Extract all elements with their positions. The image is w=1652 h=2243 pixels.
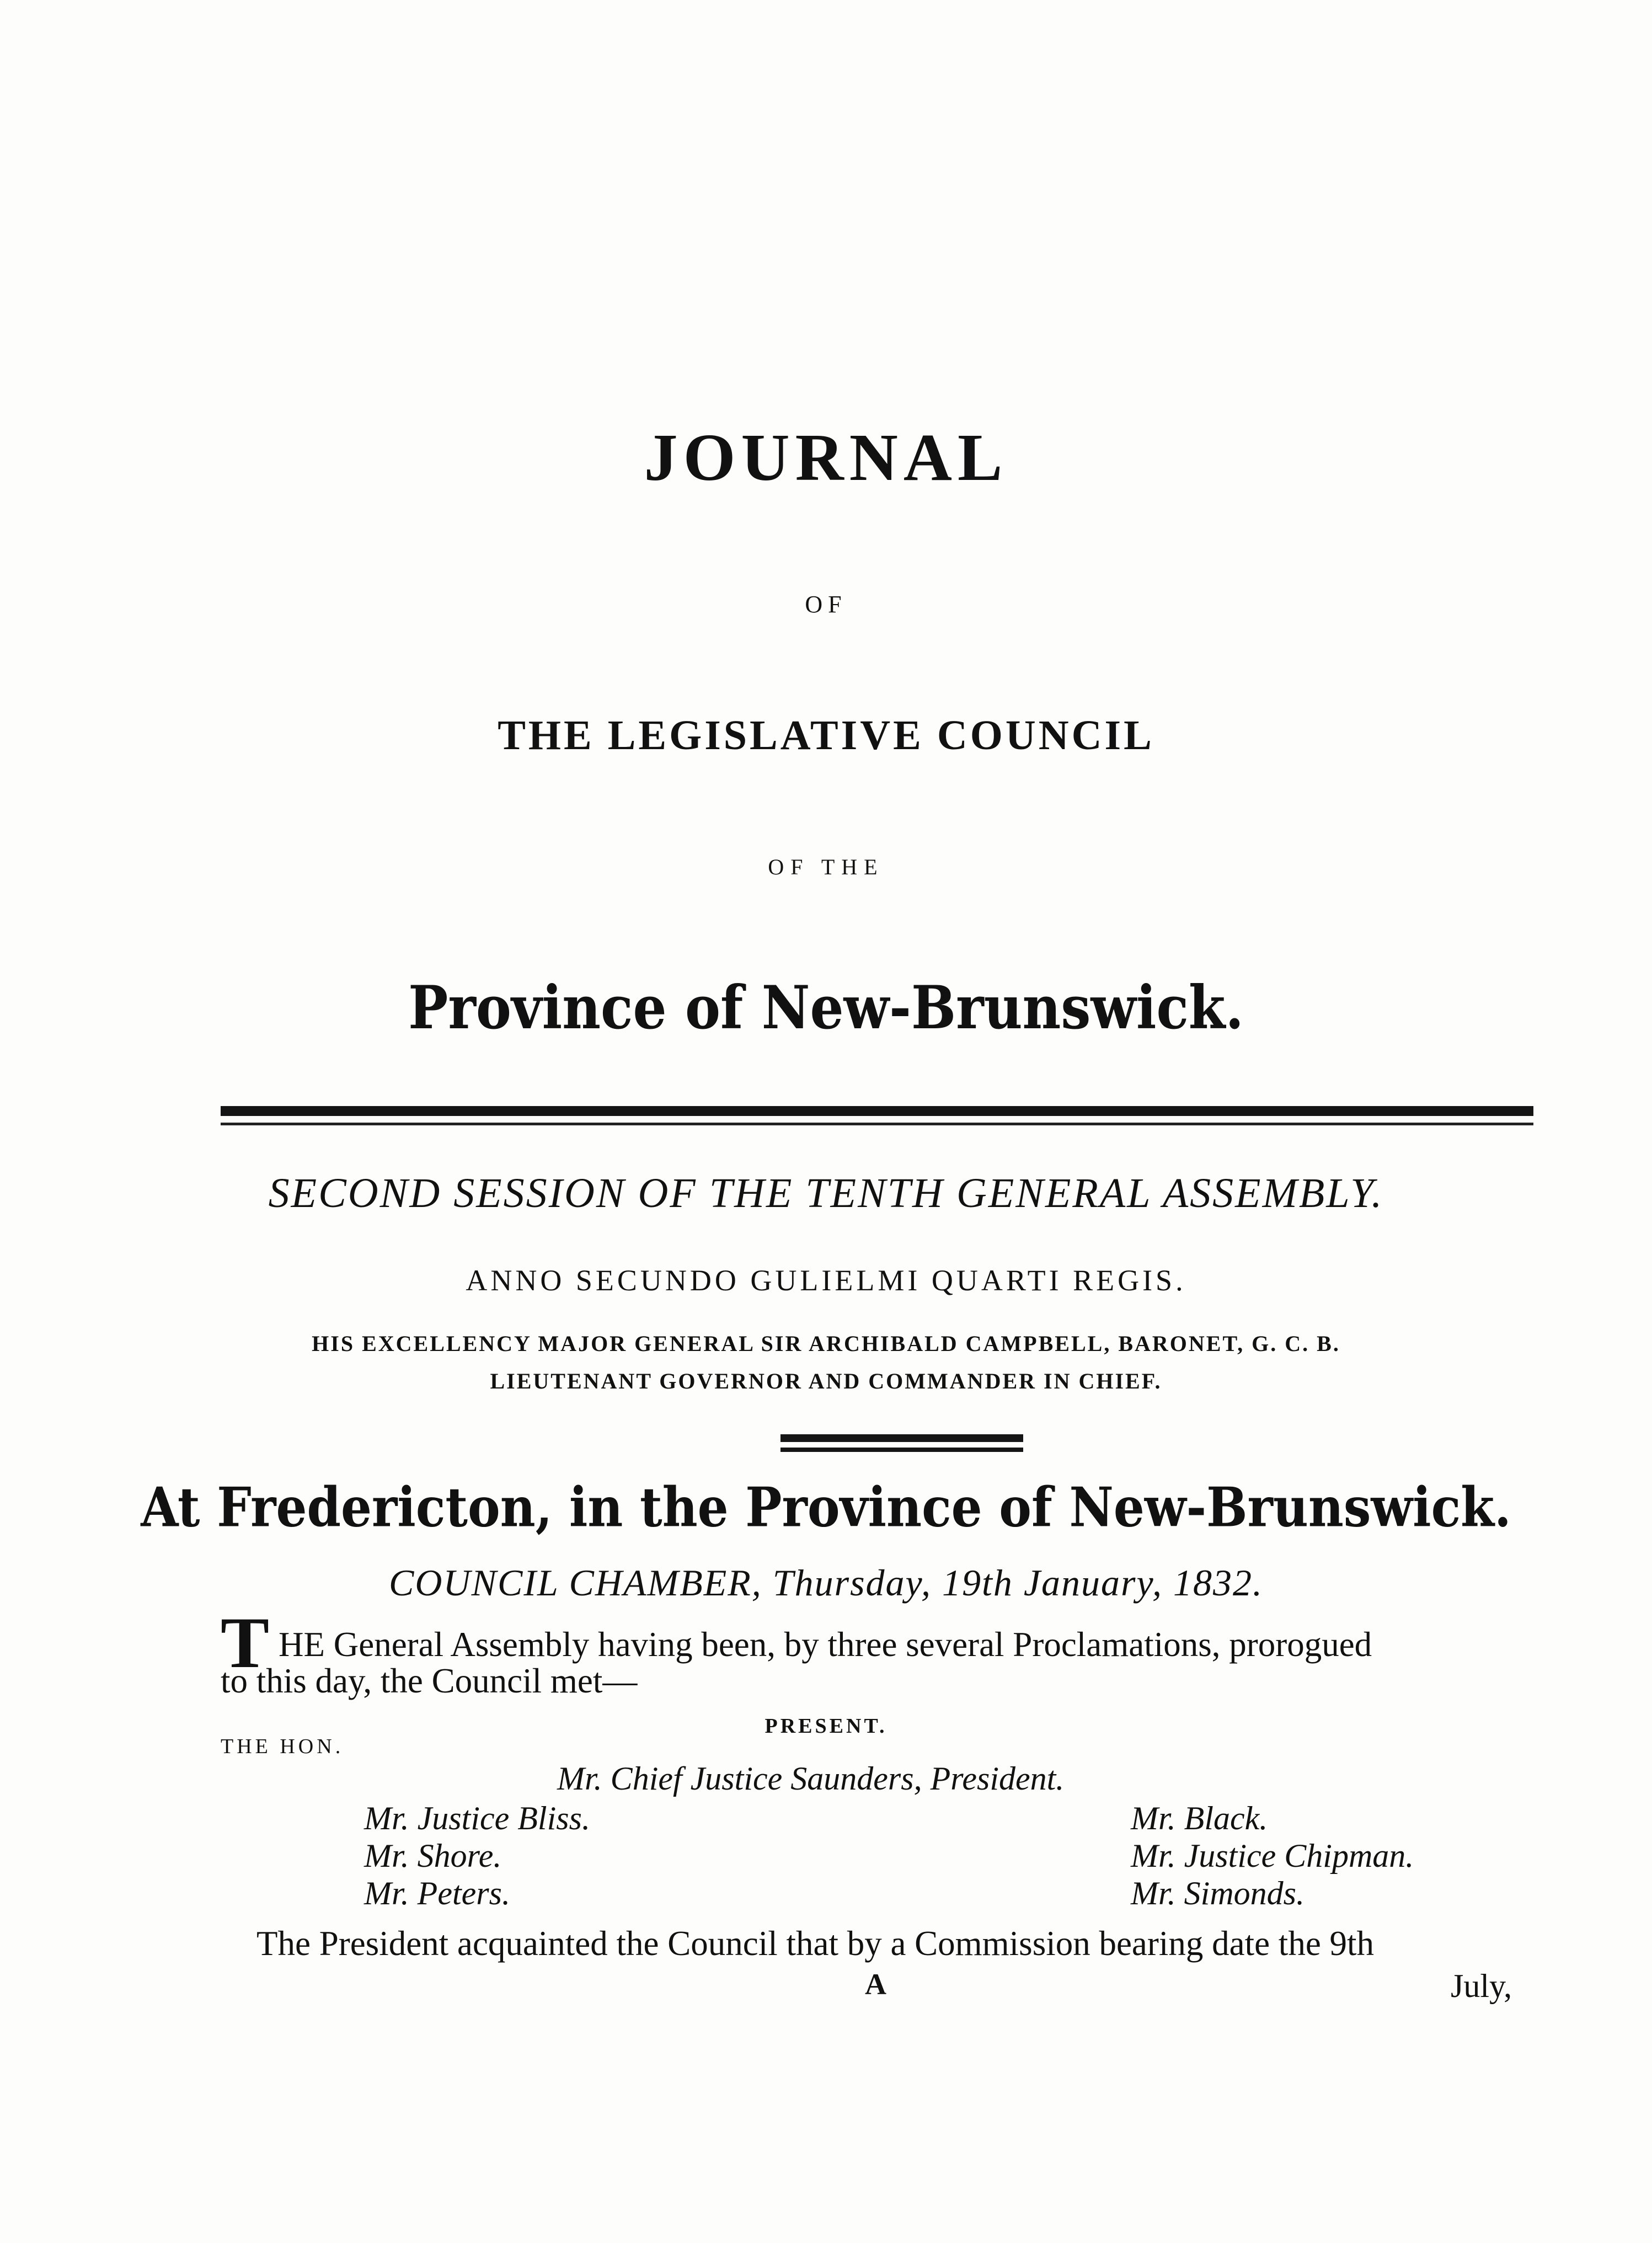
paragraph-1-line-2: to this day, the Council met—	[221, 1662, 638, 1700]
excellency-line: HIS EXCELLENCY MAJOR GENERAL SIR ARCHIBALD CAMPBELL, BARONET, G. C. B.	[312, 1331, 1340, 1356]
council-heading: THE LEGISLATIVE COUNCIL	[498, 712, 1154, 759]
double-rule-thin	[221, 1123, 1533, 1125]
journal-title: JOURNAL	[644, 420, 1008, 495]
member-right-2: Mr. Justice Chipman.	[1131, 1838, 1414, 1874]
council-chamber-date: COUNCIL CHAMBER, Thursday, 19th January, 1832.	[389, 1562, 1263, 1604]
member-left-2: Mr. Shore.	[364, 1838, 502, 1874]
paragraph-2-line-1: The President acquainted the Council that by a Commission bearing date the 9th	[256, 1924, 1375, 1963]
present-label: PRESENT.	[764, 1715, 888, 1738]
member-left-1: Mr. Justice Bliss.	[364, 1800, 590, 1836]
province-heading: Province of New-Brunswick.	[408, 973, 1244, 1043]
member-right-1: Mr. Black.	[1131, 1800, 1268, 1836]
double-rule-thick	[221, 1106, 1533, 1116]
member-left-3: Mr. Peters.	[364, 1875, 510, 1911]
president-member: Mr. Chief Justice Saunders, President.	[557, 1760, 1065, 1797]
anno-line: ANNO SECUNDO GULIELMI QUARTI REGIS.	[466, 1264, 1186, 1297]
of-the-label: OF THE	[768, 855, 884, 879]
member-right-3: Mr. Simonds.	[1131, 1875, 1305, 1911]
short-rule-top	[780, 1434, 1023, 1442]
the-hon-label: THE HON.	[221, 1735, 344, 1758]
of-label: OF	[805, 591, 847, 618]
paragraph-1-line-1: HE General Assembly having been, by three several Proclamations, prorogued	[279, 1625, 1372, 1664]
lieutenant-governor-line: LIEUTENANT GOVERNOR AND COMMANDER IN CHIEF.	[490, 1369, 1162, 1393]
catchword: July,	[1451, 1968, 1512, 2004]
short-rule-bottom	[780, 1448, 1023, 1452]
signature-mark: A	[865, 1968, 886, 2001]
place-heading: At Fredericton, in the Province of New-Brunswick.	[141, 1475, 1511, 1540]
session-heading: SECOND SESSION OF THE TENTH GENERAL ASSEMBLY.	[268, 1170, 1384, 1216]
drop-cap: T	[221, 1602, 270, 1683]
